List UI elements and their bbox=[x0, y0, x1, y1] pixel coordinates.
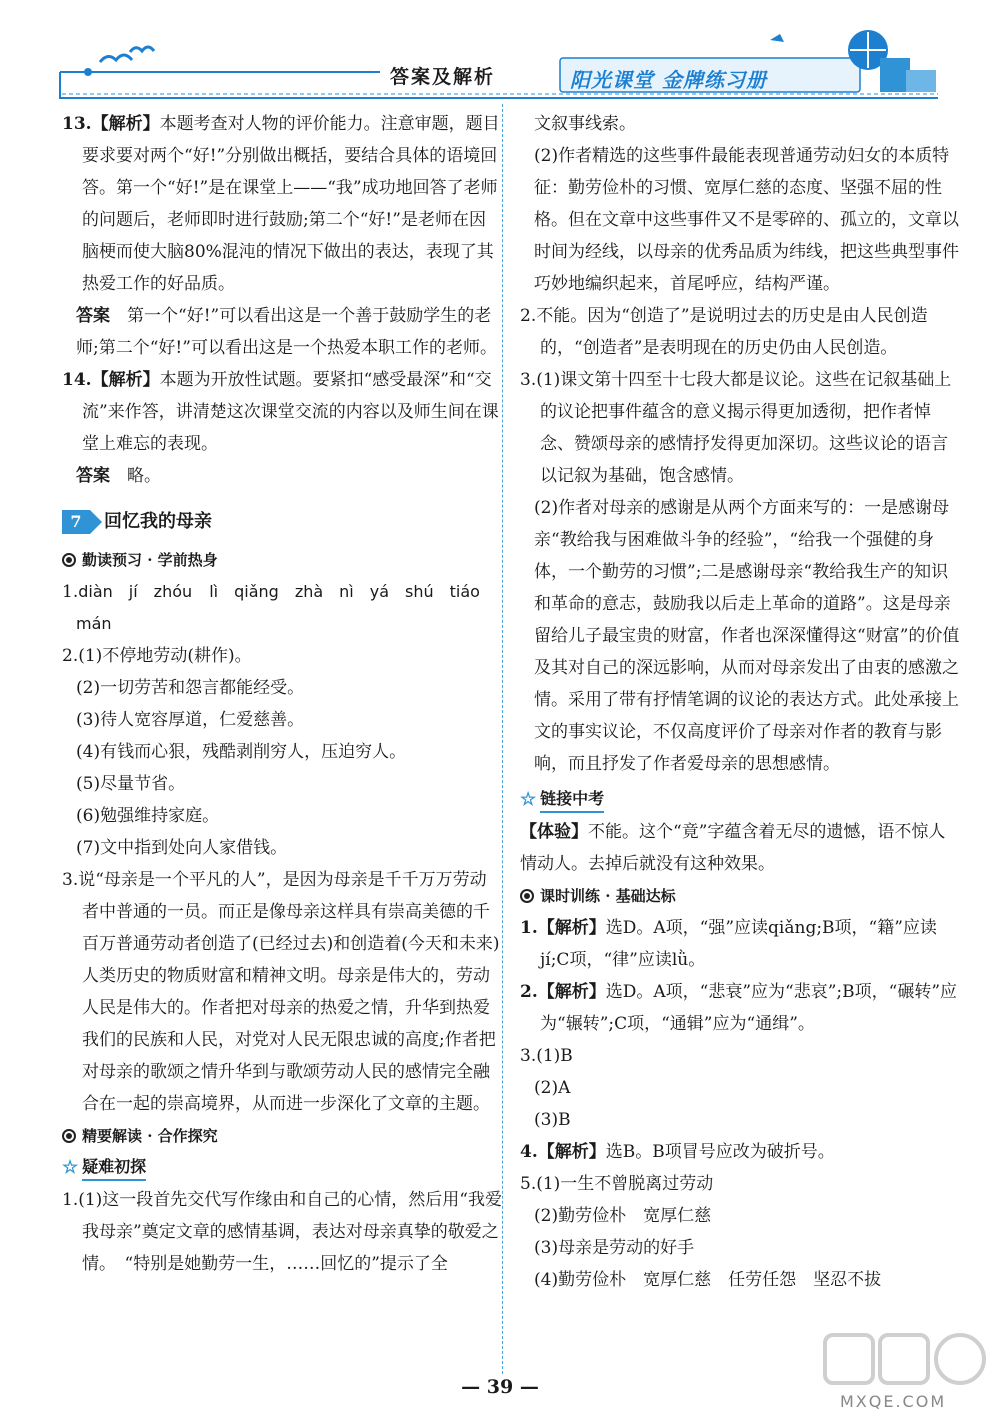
r2-answer: 2.不能。因为“创造了”是说明过去的历史是由人民创造的，“创造者”是表明现在的历史仍由人民创造。 bbox=[520, 306, 928, 358]
lesson-title: 回忆我的母亲 bbox=[104, 511, 212, 532]
q3-answer: 3.说“母亲是一个平凡的人”，是因为母亲是千千万万劳动者中普通的一员。而正是像母亲这样具有崇高美德的千百万普通劳动者创造了(已经过去)和创造着(今天和未来)人类历史的物质财富和精神文明。母亲是伟大的，劳动人民是伟大的。作者把对母亲的热爱之情，升华到热爱我们的民族和人民，对党对人民无限忠诚的高度;作者把对母亲的歌颂之情升华到与歌颂劳动人民的感情完全融合在一起的崇高境界，从而进一步深化了文章的主题。 bbox=[62, 870, 500, 1114]
q1-pinyin-tail: mán bbox=[76, 614, 112, 633]
section-preview: 勤读预习 · 学前热身 bbox=[62, 544, 502, 576]
practice-5: (3)母亲是劳动的好手 bbox=[534, 1238, 695, 1258]
star-icon: ☆ bbox=[520, 789, 537, 810]
q13-answer: 答案 第一个“好!”可以看出这是一个善于鼓励学生的老师;第二个“好!”可以看出这是一个热爱本职工作的老师。 bbox=[76, 306, 497, 358]
header-title: 答案及解析 bbox=[390, 66, 496, 88]
section-reading: 精要解读 · 合作探究 bbox=[62, 1120, 502, 1152]
q13-analysis: 13.【解析】本题考查对人物的评价能力。注意审题，题目要求要对两个“好!”分别做出概括，要结合具体的语境回答。第一个“好!”是在课堂上——“我”成功地回答了老师的问题后，老师即时进行鼓励;第二个“好!”是老师在因脑梗而使大脑80%混沌的情况下做出的表达，表现了其热爱工作的好品质。 bbox=[62, 114, 500, 294]
q2-item: (2)一切劳苦和怨言都能经受。 bbox=[76, 678, 305, 698]
q2-item: (3)待人宽容厚道，仁爱慈善。 bbox=[76, 710, 305, 730]
bird-icon bbox=[100, 55, 132, 62]
header-brand: 阳光课堂 金牌练习册 bbox=[570, 68, 767, 92]
left-column bbox=[62, 108, 502, 1280]
r1-part2: (2)作者精选的这些事件最能表现普通劳动妇女的本质特征：勤劳俭朴的习惯、宽厚仁慈的态度、坚强不屈的性格。但在文章中这些事件又不是零碎的、孤立的，文章以时间为经线，以母亲的优秀品质为纬线，把这些典型事件巧妙地编织起来，首尾呼应，结构严谨。 bbox=[534, 146, 959, 294]
q14-analysis: 14.【解析】本题为开放性试题。要紧扣“感受最深”和“交流”来作答，讲清楚这次课堂交流的内容以及师生间在课堂上难忘的表现。 bbox=[62, 370, 499, 454]
section-bullet-icon bbox=[520, 889, 534, 903]
subsection-difficulty: ☆ 疑难初探 bbox=[62, 1152, 502, 1184]
q2-item: (5)尽量节省。 bbox=[76, 774, 186, 794]
practice-5: (4)勤劳俭朴 宽厚仁慈 任劳任怨 坚忍不拔 bbox=[534, 1270, 882, 1290]
practice-5: (2)勤劳俭朴 宽厚仁慈 bbox=[534, 1206, 712, 1226]
section-bullet-icon bbox=[62, 1129, 76, 1143]
practice-3: (3)B bbox=[534, 1110, 571, 1130]
subsection-exam-link: ☆ 链接中考 bbox=[520, 784, 960, 816]
practice-4: 4.【解析】选B。B项冒号应改为破折号。 bbox=[520, 1142, 835, 1162]
column-divider bbox=[502, 104, 503, 1374]
practice-1: 1.【解析】选D。A项，“强”应读qiǎng;B项，“籍”应读jí;C项，“律”应读lǜ。 bbox=[520, 918, 937, 970]
r3-part1: 3.(1)课文第十四至十七段大都是议论。这些在记叙基础上的议论把事件蕴含的意义揭示得更加透彻，把作者悼念、赞颂母亲的感情抒发得更加深切。这些议论的语言以记叙为基础，饱含感情。 bbox=[520, 370, 952, 486]
q1-pinyin: 1.diàn jí zhóu lì qiǎng zhà nì yá shú tiáo bbox=[62, 582, 480, 602]
r1-continued: 文叙事线索。 bbox=[534, 114, 636, 134]
page-header bbox=[0, 0, 1000, 110]
section-practice: 课时训练 · 基础达标 bbox=[520, 880, 960, 912]
r1-answer: 1.(1)这一段首先交代写作缘由和自己的心情，然后用“我爱我母亲”奠定文章的感情基调，表达对母亲真挚的敬爱之情。 “特别是她勤劳一生，……回忆的”提示了全 bbox=[62, 1190, 502, 1274]
q2-item: 2.(1)不停地劳动(耕作)。 bbox=[62, 646, 252, 666]
right-column bbox=[520, 108, 960, 1296]
practice-3: 3.(1)B bbox=[520, 1046, 573, 1066]
bird-icon bbox=[130, 47, 154, 52]
q14-answer: 答案 略。 bbox=[76, 466, 161, 486]
practice-2: 2.【解析】选D。A项，“悲衰”应为“悲哀”;B项，“碾转”应为“辗转”;C项，“通辑”应为“通缉”。 bbox=[520, 982, 958, 1034]
star-icon: ☆ bbox=[62, 1157, 79, 1178]
section-bullet-icon bbox=[62, 553, 76, 567]
q2-item: (4)有钱而心狠，残酷剥削穷人，压迫穷人。 bbox=[76, 742, 407, 762]
lesson-number: 7 bbox=[62, 510, 90, 534]
watermark-text: MXQE.COM bbox=[840, 1392, 947, 1411]
r3-part2: (2)作者对母亲的感谢是从两个方面来写的：一是感谢母亲“教给我与困难做斗争的经验”，“给我一个强健的身体，一个勤劳的习惯”;二是感谢母亲“教给我生产的知识和革命的意志，鼓励我以后走上革命的道路”。这是母亲留给儿子最宝贵的财富，作者也深深懂得这“财富”的价值及其对自己的深远影响，从而对母亲发出了由衷的感激之情。采用了带有抒情笔调的议论的表达方式。此处承接上文的事实议论，不仅高度评价了母亲对作者的教育与影响，而且抒发了作者爱母亲的思想感情。 bbox=[534, 498, 960, 774]
practice-3: (2)A bbox=[534, 1078, 571, 1098]
q2-item: (6)勉强维持家庭。 bbox=[76, 806, 220, 826]
plane-icon bbox=[770, 34, 784, 42]
page-number: — 39 — bbox=[461, 1376, 539, 1398]
practice-5: 5.(1)一生不曾脱离过劳动 bbox=[520, 1174, 714, 1194]
lesson-heading bbox=[62, 506, 502, 538]
experience-answer: 【体验】不能。这个“竟”字蕴含着无尽的遗憾，语不惊人情动人。去掉后就没有这种效果。 bbox=[520, 822, 946, 874]
q2-item: (7)文中指到处向人家借钱。 bbox=[76, 838, 288, 858]
header-decoration bbox=[0, 0, 1000, 110]
